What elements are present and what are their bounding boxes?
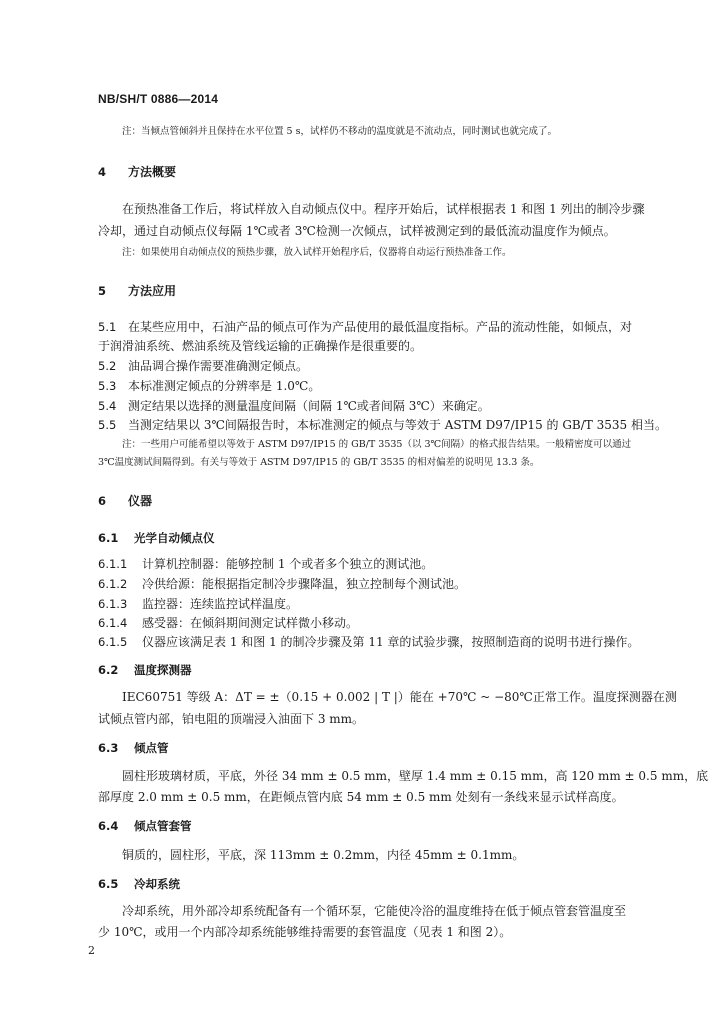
subsection-6-5-heading (98, 876, 675, 892)
section-4-heading (98, 163, 675, 180)
clause-5-1 (98, 318, 675, 335)
clause-text: 在某些应用中，石油产品的倾点可作为产品使用的最低温度指标。产品的流动性能，如倾点，对 (128, 320, 633, 334)
subsection-number: 6.2 (98, 663, 119, 677)
note-top: 注：当倾点管倾斜并且保持在水平位置 5 s，试样仍不移动的温度就是不流动点，同时测试也就完成了。 (122, 126, 557, 137)
subsection-title: 光学自动倾点仪 (134, 531, 215, 545)
clause-text: 仪器应该满足表 1 和图 1 的制冷步骤及第 11 章的试验步骤，按照制造商的说明书进行操作。 (142, 635, 640, 649)
note-text: 注：一些用户可能希望以等效于 ASTM D97/IP15 的 GB/T 3535（以 3℃间隔）的格式报告结果。一般精密度可以通过 (122, 439, 632, 450)
clause-text: 本标准测定倾点的分辨率是 1.0℃。 (128, 379, 321, 393)
subsection-title: 温度探测器 (134, 663, 192, 677)
clause-number: 6.1.1 (98, 557, 128, 571)
paragraph-line: 冷却系统，用外部冷却系统配备有一个循环泵，它能使冷浴的温度维持在低于倾点管套管温度至 (122, 904, 627, 918)
section-title: 方法概要 (128, 165, 177, 179)
subsection-number: 6.4 (98, 819, 119, 833)
paragraph-line: 铜质的，圆柱形，平底，深 113mm ± 0.2mm，内径 45mm ± 0.1mm。 (122, 848, 525, 862)
clause-text: 当测定结果以 3℃间隔报告时，本标准测定的倾点与等效于 ASTM D97/IP15 的 GB/T 3535 相当。 (128, 418, 667, 432)
subsection-title: 倾点管 (134, 741, 169, 755)
section-title: 方法应用 (128, 284, 177, 298)
clause-number: 6.1.2 (98, 577, 128, 591)
clause-text: 测定结果以选择的测量温度间隔（间隔 1℃或者间隔 3℃）来确定。 (128, 399, 490, 413)
subsection-title: 倾点管套管 (134, 819, 192, 833)
paragraph-line: 少 10℃，或用一个内部冷却系统能够维持需要的套管温度（见表 1 和图 2）。 (98, 925, 512, 939)
clause-number: 5.3 (98, 379, 117, 393)
clause-number: 5.4 (98, 399, 117, 413)
clause-5-4 (98, 397, 675, 414)
clause-text: 感受器：在倾斜期间测定试样微小移动。 (142, 616, 359, 630)
clause-5-5 (98, 416, 675, 433)
note-text: 注：如果使用自动倾点仪的预热步骤，放入试样开始程序后，仪器将自动运行预热准备工作。 (122, 247, 512, 258)
section-number: 6 (98, 494, 107, 508)
subsection-title: 冷却系统 (134, 877, 180, 891)
clause-number: 5.5 (98, 418, 117, 432)
paragraph-line: 于润滑油系统、燃油系统及管线运输的正确操作是很重要的。 (98, 339, 423, 353)
paragraph-line: IEC60751 等级 A：ΔT = ±（0.15 + 0.002 | T |）能在 +70℃ ~ −80℃正常工作。温度探测器在测 (122, 690, 677, 704)
section-5-heading (98, 282, 675, 299)
clause-number: 5.1 (98, 320, 117, 334)
clause-number: 6.1.5 (98, 635, 128, 649)
clause-6-1-2 (98, 575, 675, 592)
clause-number: 6.1.4 (98, 616, 128, 630)
section-number: 5 (98, 284, 107, 298)
clause-text: 监控器：连续监控试样温度。 (142, 597, 299, 611)
section-title: 仪器 (128, 494, 153, 508)
section-6-heading (98, 492, 675, 509)
paragraph-line: 试倾点管内部，铂电阻的顶端浸入油面下 3 mm。 (98, 712, 365, 726)
clause-number: 5.2 (98, 359, 117, 373)
standard-number-header: NB/SH/T 0886—2014 (98, 92, 219, 106)
clause-5-2 (98, 357, 675, 374)
section-number: 4 (98, 165, 107, 179)
subsection-6-1-heading (98, 530, 675, 546)
subsection-number: 6.5 (98, 877, 119, 891)
paragraph-line: 冷却，通过自动倾点仪每隔 1℃或者 3℃检测一次倾点，试样被测定到的最低流动温度作为倾点。 (98, 224, 616, 238)
clause-text: 油品调合操作需要准确测定倾点。 (128, 359, 309, 373)
clause-number: 6.1.3 (98, 597, 128, 611)
paragraph-line: 圆柱形玻璃材质，平底，外径 34 mm ± 0.5 mm，壁厚 1.4 mm ± 0.15 mm，高 120 mm ± 0.5 mm，底 (122, 769, 709, 783)
clause-text: 冷供给源：能根据指定制冷步骤降温，独立控制每个测试池。 (142, 577, 467, 591)
subsection-number: 6.1 (98, 531, 119, 545)
clause-5-3 (98, 377, 675, 394)
paragraph-line: 部厚度 2.0 mm ± 0.5 mm，在距倾点管内底 54 mm ± 0.5 mm 处刻有一条线来显示试样高度。 (98, 790, 624, 804)
clause-6-1-5 (98, 633, 675, 650)
subsection-6-3-heading (98, 740, 675, 756)
paragraph-line: 在预热准备工作后，将试样放入自动倾点仪中。程序开始后，试样根据表 1 和图 1 列出的制冷步骤 (122, 202, 645, 216)
subsection-6-2-heading (98, 662, 675, 678)
clause-6-1-3 (98, 595, 675, 612)
subsection-6-4-heading (98, 818, 675, 834)
clause-6-1-4 (98, 614, 675, 631)
note-text: 3℃温度测试间隔得到。有关与等效于 ASTM D97/IP15 的 GB/T 3535 的相对偏差的说明见 13.3 条。 (98, 457, 540, 468)
page-number: 2 (88, 944, 95, 957)
clause-text: 计算机控制器：能够控制 1 个或者多个独立的测试池。 (142, 557, 434, 571)
clause-6-1-1 (98, 555, 675, 572)
subsection-number: 6.3 (98, 741, 119, 755)
